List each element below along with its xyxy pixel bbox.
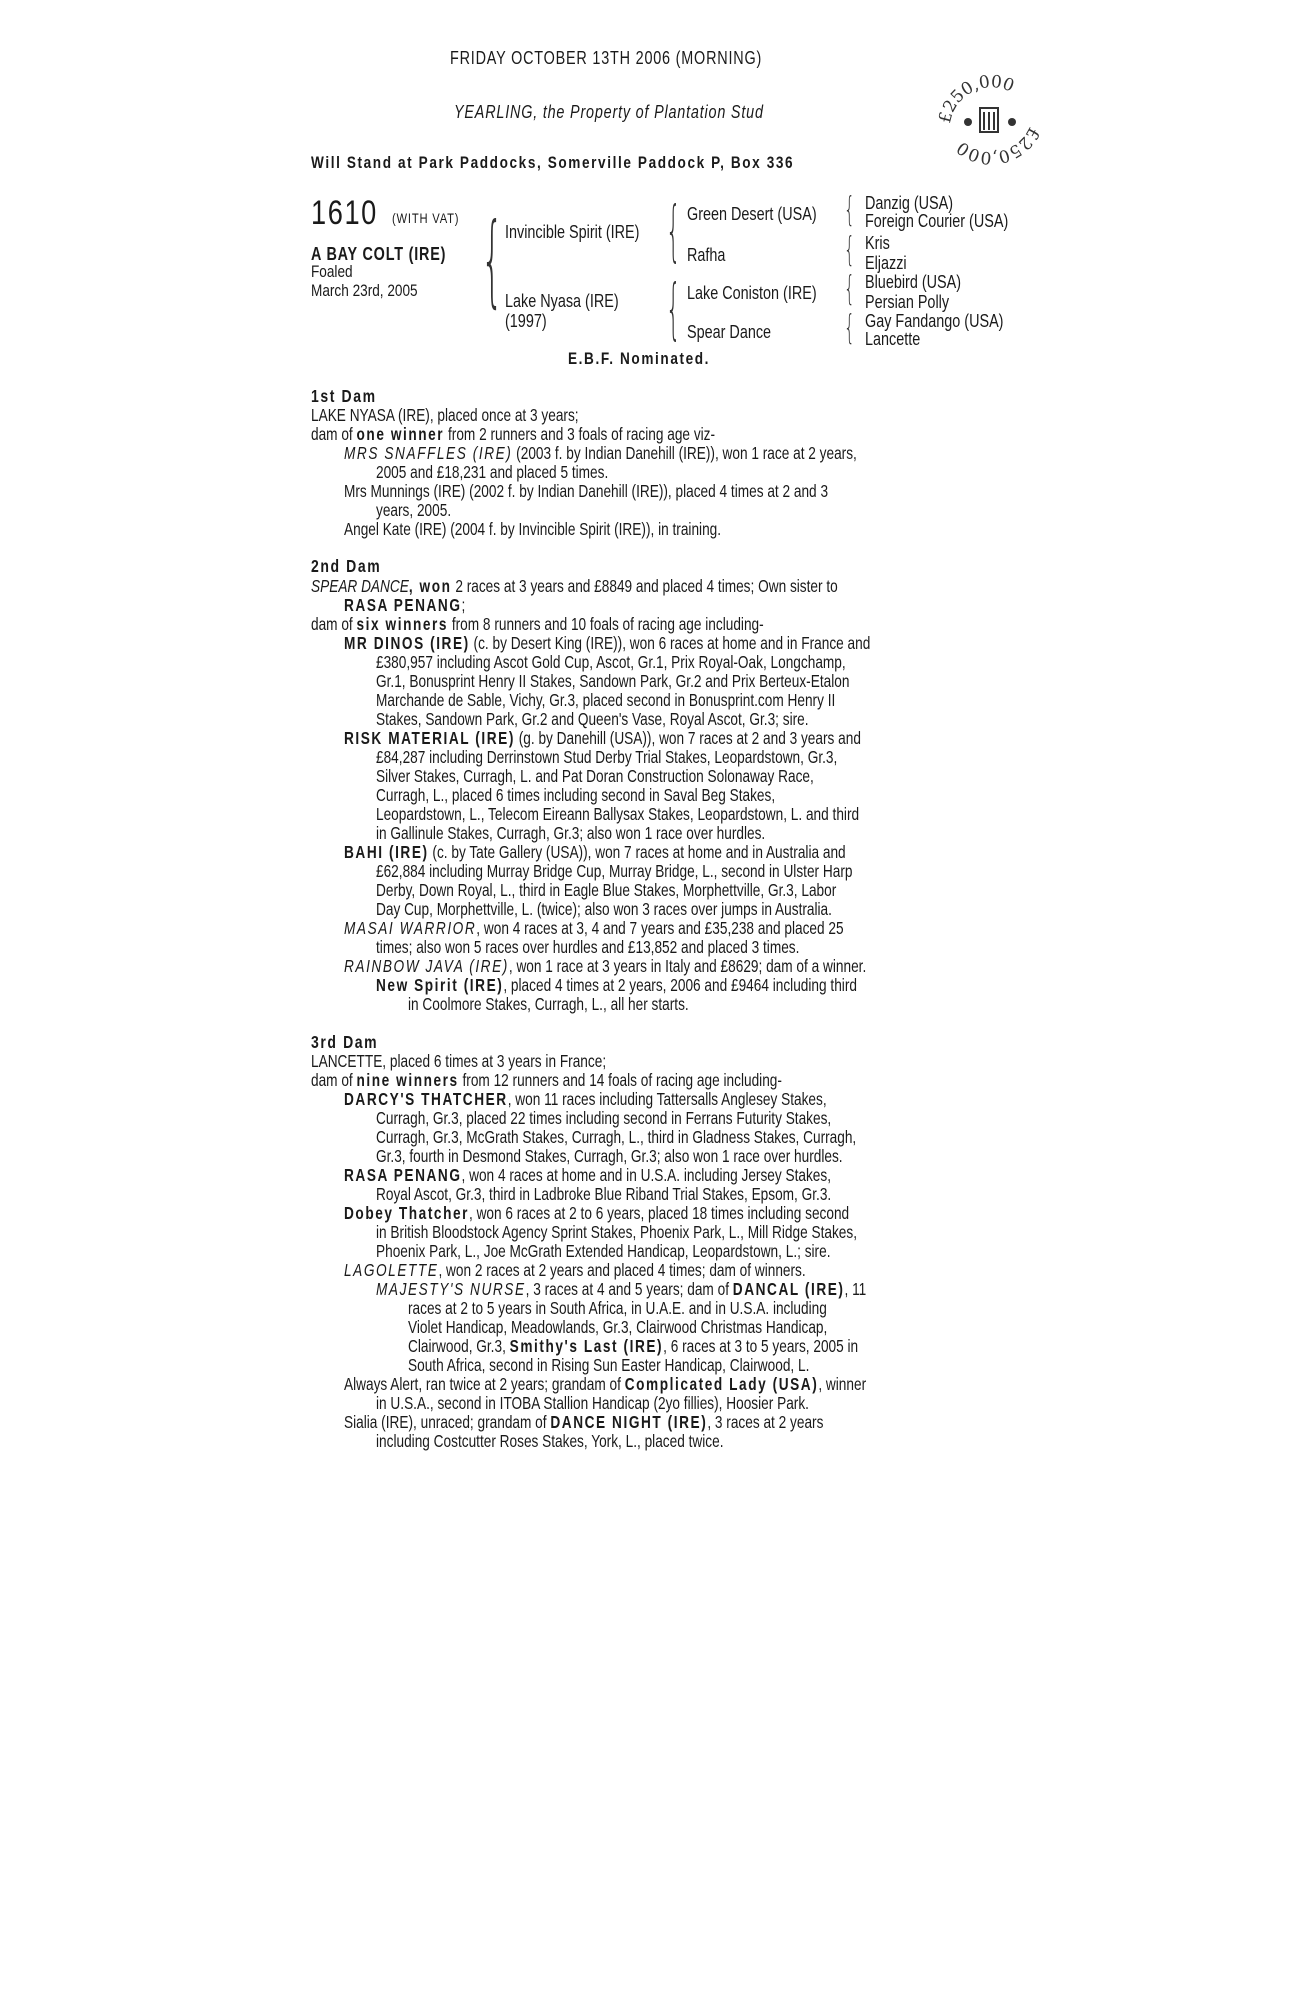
brace-main: { [481, 201, 504, 318]
foaled-label: Foaled [311, 262, 353, 281]
third-dam-line: LAGOLETTE, won 2 races at 2 years and placed 4 times; dam of winners. [344, 1260, 806, 1280]
third-dam-line: Gr.3, fourth in Desmond Stakes, Curragh, Gr.3; also won 1 race over hurdles. [376, 1146, 843, 1166]
pedigree-dss: Bluebird (USA) [865, 272, 962, 292]
pedigree-dam-sire: Lake Coniston (IRE) [687, 283, 817, 303]
yearling-heading: YEARLING, the Property of Plantation Stud [454, 102, 764, 122]
first-dam-line: 2005 and £18,231 and placed 5 times. [376, 462, 609, 482]
pedigree-sire-dam: Rafha [687, 245, 726, 265]
third-dam-line: Dobey Thatcher, won 6 races at 2 to 6 years, placed 18 times including second [344, 1203, 850, 1223]
second-dam-line: £380,957 including Ascot Gold Cup, Ascot, Gr.1, Prix Royal-Oak, Longchamp, [376, 652, 846, 672]
second-dam-line: dam of six winners from 8 runners and 10 foals of racing age including- [311, 614, 764, 634]
third-dam-line: South Africa, second in Rising Sun Easter Handicap, Clairwood, L. [408, 1355, 810, 1375]
third-dam-line: in U.S.A., second in ITOBA Stallion Handicap (2yo fillies), Hoosier Park. [376, 1393, 809, 1413]
pedigree-ddd: Lancette [865, 329, 921, 349]
third-dam-line: Curragh, Gr.3, McGrath Stakes, Curragh, L., third in Gladness Stakes, Curragh, [376, 1127, 857, 1147]
third-dam-line: MAJESTY'S NURSE, 3 races at 4 and 5 years; dam of DANCAL (IRE), 11 [376, 1279, 867, 1299]
third-dam-line: Royal Ascot, Gr.3, third in Ladbroke Blue Riband Trial Stakes, Epsom, Gr.3. [376, 1184, 832, 1204]
brace-ds: { [844, 269, 855, 309]
third-dam-line: dam of nine winners from 12 runners and 14 foals of racing age including- [311, 1070, 782, 1090]
pedigree-sdd: Eljazzi [865, 253, 907, 273]
brace-sd: { [844, 230, 855, 270]
lot-number: 1610 [311, 194, 378, 232]
second-dam-line: £84,287 including Derrinstown Stud Derby Trial Stakes, Leopardstown, Gr.3, [376, 747, 838, 767]
lot-title: A BAY COLT (IRE) [311, 244, 447, 264]
pedigree-sss: Danzig (USA) [865, 193, 954, 213]
first-dam-line: Mrs Munnings (IRE) (2002 f. by Indian Danehill (IRE)), placed 4 times at 2 and 3 [344, 481, 829, 501]
pedigree-dam-dam: Spear Dance [687, 322, 772, 342]
second-dam-line: RISK MATERIAL (IRE) (g. by Danehill (USA)), won 7 races at 2 and 3 years and [344, 728, 861, 748]
pedigree-sds: Kris [865, 233, 890, 253]
third-dam-line: including Costcutter Roses Stakes, York, L., placed twice. [376, 1431, 724, 1451]
sale-date-heading: FRIDAY OCTOBER 13TH 2006 (MORNING) [450, 48, 763, 68]
second-dam-line: in Coolmore Stakes, Curragh, L., all her starts. [408, 994, 689, 1014]
third-dam-line: Always Alert, ran twice at 2 years; grandam of Complicated Lady (USA), winner [344, 1374, 867, 1394]
third-dam-line: in British Bloodstock Agency Sprint Stakes, Phoenix Park, L., Mill Ridge Stakes, [376, 1222, 858, 1242]
second-dam-line: Leopardstown, L., Telecom Eireann Ballysax Stakes, Leopardstown, L. and third [376, 804, 860, 824]
second-dam-line: New Spirit (IRE), placed 4 times at 2 years, 2006 and £9464 including third [376, 975, 857, 995]
pedigree-sire: Invincible Spirit (IRE) [505, 222, 640, 242]
brace-sire: { [666, 192, 681, 269]
pedigree-dds: Gay Fandango (USA) [865, 311, 1004, 331]
third-dam-line: Clairwood, Gr.3, Smithy's Last (IRE), 6 races at 3 to 5 years, 2005 in [408, 1336, 859, 1356]
second-dam-line: BAHI (IRE) (c. by Tate Gallery (USA)), won 7 races at home and in Australia and [344, 842, 846, 862]
second-dam-line: in Gallinule Stakes, Curragh, Gr.3; also won 1 race over hurdles. [376, 823, 766, 843]
second-dam-heading: 2nd Dam [311, 556, 382, 576]
third-dam-line: Sialia (IRE), unraced; grandam of DANCE NIGHT (IRE), 3 races at 2 years [344, 1412, 824, 1432]
second-dam-line: times; also won 5 races over hurdles and £13,852 and placed 3 times. [376, 937, 800, 957]
brace-ss: { [844, 190, 855, 230]
third-dam-line: Violet Handicap, Meadowlands, Gr.3, Clairwood Christmas Handicap, [408, 1317, 828, 1337]
third-dam-line: Phoenix Park, L., Joe McGrath Extended Handicap, Leopardstown, L.; sire. [376, 1241, 831, 1261]
second-dam-line: SPEAR DANCE, won 2 races at 3 years and £8849 and placed 4 times; Own sister to [311, 576, 838, 596]
first-dam-line: Angel Kate (IRE) (2004 f. by Invincible Spirit (IRE)), in training. [344, 519, 722, 539]
second-dam-line: MASAI WARRIOR, won 4 races at 3, 4 and 7 years and £35,238 and placed 25 [344, 918, 844, 938]
third-dam-line: RASA PENANG, won 4 races at home and in U.S.A. including Jersey Stakes, [344, 1165, 832, 1185]
pedigree-dsd: Persian Polly [865, 292, 950, 312]
second-dam-line: Derby, Down Royal, L., third in Eagle Blue Stakes, Morphettville, Gr.3, Labor [376, 880, 837, 900]
pedigree-dam-year: (1997) [505, 311, 547, 331]
second-dam-line: Curragh, L., placed 6 times including second in Saval Beg Stakes, [376, 785, 776, 805]
ebf-nominated: E.B.F. Nominated. [568, 349, 711, 368]
foaled-date: March 23rd, 2005 [311, 281, 418, 300]
stamp-text-bottom: £250,000 [953, 123, 1044, 168]
third-dam-line: Curragh, Gr.3, placed 22 times including second in Ferrans Futurity Stakes, [376, 1108, 832, 1128]
third-dam-line: DARCY'S THATCHER, won 11 races including Tattersalls Anglesey Stakes, [344, 1089, 827, 1109]
pedigree-ssd: Foreign Courier (USA) [865, 211, 1009, 231]
second-dam-line: Stakes, Sandown Park, Gr.2 and Queen's Vase, Royal Ascot, Gr.3; sire. [376, 709, 809, 729]
second-dam-line: MR DINOS (IRE) (c. by Desert King (IRE)), won 6 races at home and in France and [344, 633, 871, 653]
stand-location: Will Stand at Park Paddocks, Somerville Paddock P, Box 336 [311, 153, 795, 172]
third-dam-heading: 3rd Dam [311, 1032, 379, 1052]
price-stamp [936, 64, 1044, 172]
first-dam-line: MRS SNAFFLES (IRE) (2003 f. by Indian Danehill (IRE)), won 1 race at 2 years, [344, 443, 857, 463]
stamp-text-top: £250,000 [936, 71, 1017, 126]
third-dam-line: races at 2 to 5 years in South Africa, in U.A.E. and in U.S.A. including [408, 1298, 827, 1318]
third-dam-line: LANCETTE, placed 6 times at 3 years in France; [311, 1051, 607, 1071]
first-dam-line: LAKE NYASA (IRE), placed once at 3 years; [311, 405, 579, 425]
second-dam-line: Day Cup, Morphettville, L. (twice); also won 3 races over jumps in Australia. [376, 899, 832, 919]
second-dam-line: Marchande de Sable, Vichy, Gr.3, placed second in Bonusprint.com Henry II [376, 690, 836, 710]
first-dam-line: dam of one winner from 2 runners and 3 foals of racing age viz- [311, 424, 716, 444]
pedigree-sire-sire: Green Desert (USA) [687, 204, 817, 224]
second-dam-line: RASA PENANG; [344, 595, 466, 615]
first-dam-heading: 1st Dam [311, 386, 377, 406]
svg-text:£250,000 [936, 72, 1017, 125]
second-dam-line: Gr.1, Bonusprint Henry II Stakes, Sandown Park, Gr.2 and Prix Berteux-Etalon [376, 671, 850, 691]
brace-dd: { [844, 308, 855, 348]
brace-dam: { [666, 270, 681, 347]
first-dam-line: years, 2005. [376, 500, 452, 520]
second-dam-line: £62,884 including Murray Bridge Cup, Murray Bridge, L., second in Ulster Harp [376, 861, 853, 881]
second-dam-line: Silver Stakes, Curragh, L. and Pat Doran Construction Solonaway Race, [376, 766, 814, 786]
pedigree-dam: Lake Nyasa (IRE) [505, 291, 619, 311]
vat-note: (WITH VAT) [392, 210, 460, 226]
second-dam-line: RAINBOW JAVA (IRE), won 1 race at 3 years in Italy and £8629; dam of a winner. [344, 956, 867, 976]
